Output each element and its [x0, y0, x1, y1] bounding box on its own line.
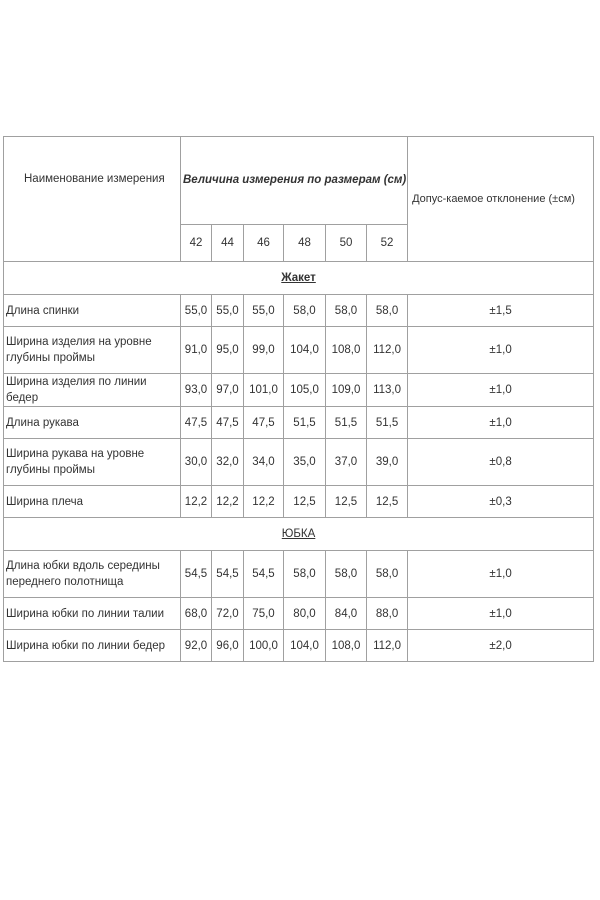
measurement-value: 55,0 [181, 295, 212, 327]
measurement-value: 58,0 [326, 295, 367, 327]
measurement-value: 34,0 [244, 439, 284, 486]
measurement-name: Длина спинки [4, 295, 181, 327]
measurement-value: 51,5 [284, 407, 326, 439]
tolerance-value: ±1,5 [408, 295, 594, 327]
measurement-name-header: Наименование измерения [4, 137, 181, 262]
measurement-value: 12,2 [212, 486, 244, 518]
tolerance-value: ±0,3 [408, 486, 594, 518]
table-row [4, 486, 594, 518]
measurement-value: 35,0 [284, 439, 326, 486]
measurement-value: 80,0 [284, 598, 326, 630]
measurement-value: 113,0 [367, 374, 408, 407]
tolerance-value: ±1,0 [408, 407, 594, 439]
measurement-value: 47,5 [181, 407, 212, 439]
table-row [4, 327, 594, 374]
tolerance-value: ±2,0 [408, 630, 594, 662]
measurement-value: 37,0 [326, 439, 367, 486]
measurement-value: 100,0 [244, 630, 284, 662]
measurement-value: 58,0 [284, 295, 326, 327]
section-title-skirt: ЮБКА [281, 528, 316, 540]
measurement-name: Ширина юбки по линии талии [4, 598, 181, 630]
tolerance-value: ±1,0 [408, 374, 594, 407]
measurement-name: Ширина изделия на уровне глубины проймы [4, 327, 181, 374]
size-header: 46 [244, 224, 284, 261]
size-header: 50 [326, 224, 367, 261]
size-header: 52 [367, 224, 408, 261]
table-row [4, 407, 594, 439]
measurement-value: 95,0 [212, 327, 244, 374]
measurement-value: 97,0 [212, 374, 244, 407]
measurement-value: 104,0 [284, 630, 326, 662]
measurement-name: Ширина рукава на уровне глубины проймы [4, 439, 181, 486]
measurement-value: 54,5 [181, 551, 212, 598]
measurement-value: 47,5 [244, 407, 284, 439]
measurement-value: 75,0 [244, 598, 284, 630]
table-row [4, 551, 594, 598]
measurement-value: 51,5 [367, 407, 408, 439]
measurement-value: 51,5 [326, 407, 367, 439]
size-header: 44 [212, 224, 244, 261]
table-row [4, 630, 594, 662]
tolerance-value: ±0,8 [408, 439, 594, 486]
measurement-value: 54,5 [212, 551, 244, 598]
measurement-value: 99,0 [244, 327, 284, 374]
section-title-cell [4, 262, 594, 295]
measurement-value: 58,0 [367, 295, 408, 327]
measurement-value: 72,0 [212, 598, 244, 630]
measurement-value: 54,5 [244, 551, 284, 598]
section-title-jacket: Жакет [281, 272, 316, 284]
measurement-value: 30,0 [181, 439, 212, 486]
size-header: 42 [181, 224, 212, 261]
tolerance-header: Допус-каемое отклонение (±см) [408, 137, 594, 262]
measurement-value: 58,0 [326, 551, 367, 598]
section-row [4, 262, 594, 295]
size-header: 48 [284, 224, 326, 261]
measurement-value: 93,0 [181, 374, 212, 407]
measurement-value: 109,0 [326, 374, 367, 407]
measurement-value: 12,5 [284, 486, 326, 518]
tolerance-value: ±1,0 [408, 598, 594, 630]
size-chart-table [3, 136, 594, 662]
measurement-value: 12,5 [326, 486, 367, 518]
section-row [4, 518, 594, 551]
measurement-value: 12,5 [367, 486, 408, 518]
measurement-value: 112,0 [367, 327, 408, 374]
measurement-value: 47,5 [212, 407, 244, 439]
measurement-value: 112,0 [367, 630, 408, 662]
measurement-name: Длина юбки вдоль середины переднего полотнища [4, 551, 181, 598]
measurement-value: 68,0 [181, 598, 212, 630]
measurement-value: 55,0 [212, 295, 244, 327]
measurement-value: 105,0 [284, 374, 326, 407]
measurement-name: Ширина плеча [4, 486, 181, 518]
measurement-value: 58,0 [367, 551, 408, 598]
measurement-value: 108,0 [326, 630, 367, 662]
measurement-value: 12,2 [181, 486, 212, 518]
table-row [4, 374, 594, 407]
measurement-value: 92,0 [181, 630, 212, 662]
measurement-value: 104,0 [284, 327, 326, 374]
measurement-value: 96,0 [212, 630, 244, 662]
measurement-value: 39,0 [367, 439, 408, 486]
measurement-value: 91,0 [181, 327, 212, 374]
measurement-value: 84,0 [326, 598, 367, 630]
measurement-value: 88,0 [367, 598, 408, 630]
tolerance-value: ±1,0 [408, 327, 594, 374]
measurement-name: Длина рукава [4, 407, 181, 439]
measurement-value: 12,2 [244, 486, 284, 518]
table-row [4, 439, 594, 486]
section-title-cell [4, 518, 594, 551]
measurement-value: 55,0 [244, 295, 284, 327]
table-row [4, 598, 594, 630]
measurement-value: 58,0 [284, 551, 326, 598]
measurement-value: 108,0 [326, 327, 367, 374]
measurement-value: 101,0 [244, 374, 284, 407]
measurement-value: 32,0 [212, 439, 244, 486]
size-values-header: Величина измерения по размерам (см) [181, 137, 408, 225]
measurement-name: Ширина изделия по линии бедер [4, 374, 181, 407]
tolerance-value: ±1,0 [408, 551, 594, 598]
table-row [4, 295, 594, 327]
measurement-name: Ширина юбки по линии бедер [4, 630, 181, 662]
